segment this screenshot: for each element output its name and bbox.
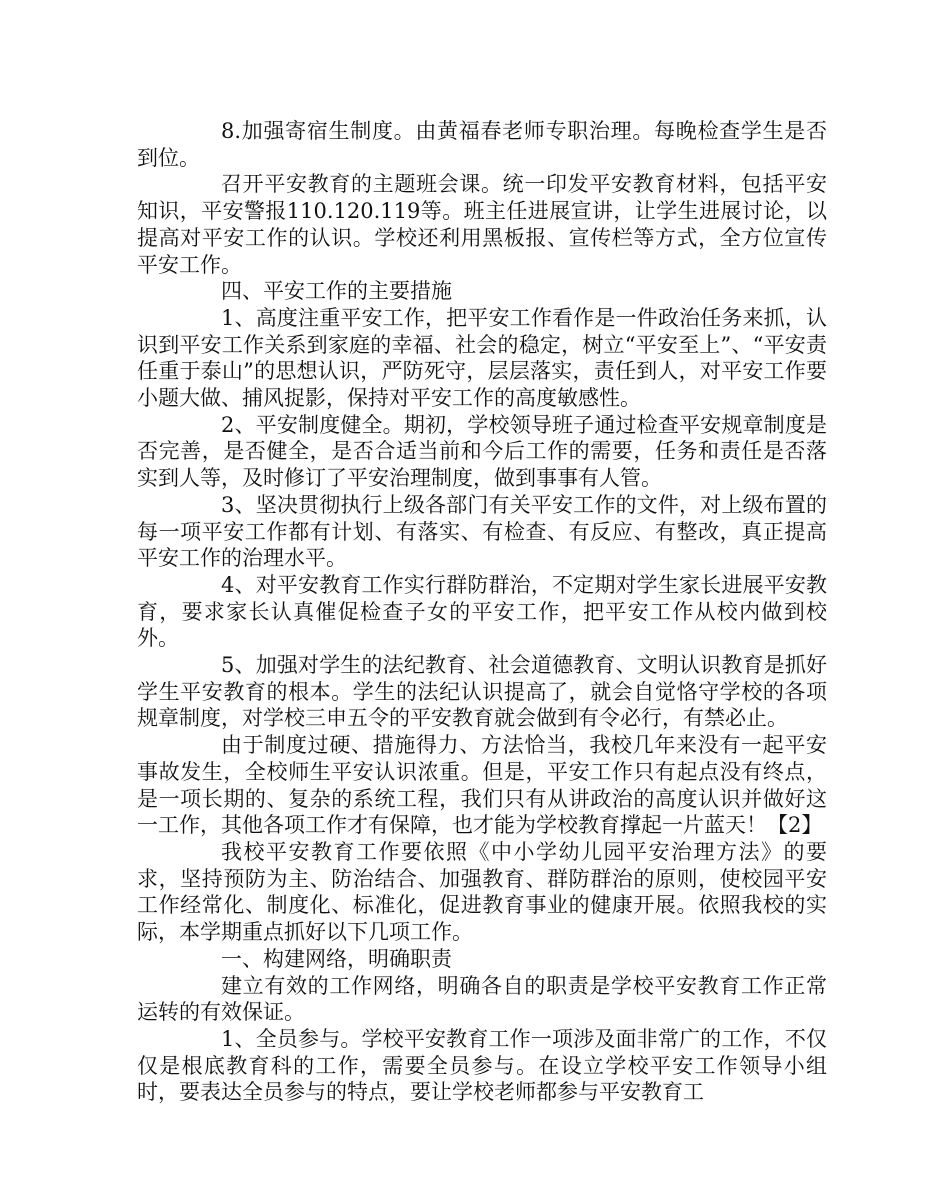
paragraph-measure-2: 2、平安制度健全。期初，学校领导班子通过检查平安规章制度是否完善，是否健全，是否合适当前和今后工作的需要，任务和责任是否落实到人等，及时修订了平安治理制度，做到事事有人管。 bbox=[137, 412, 827, 491]
section-heading-main-measures: 四、平安工作的主要措施 bbox=[221, 279, 452, 304]
paragraph-measure-4: 4、对平安教育工作实行群防群治，不定期对学生家长进展平安教育，要求家长认真催促检查子女的平安工作，把平安工作从校内做到校外。 bbox=[137, 572, 827, 651]
paragraph-full-participation: 1、全员参与。学校平安教育工作一项涉及面非常广的工作，不仅仅是根底教育科的工作，需要全员参与。在设立学校平安工作领导小组时，要表达全员参与的特点，要让学校老师都参与平安教育工 bbox=[137, 1026, 827, 1105]
paragraph-work-plan-intro: 我校平安教育工作要依照《中小学幼儿园平安治理方法》的要求，坚持预防为主、防治结合、加强教育、群防群治的原则，使校园平安工作经常化、制度化、标准化，促进教育事业的健康开展。依照我校的实际，本学期重点抓好以下几项工作。 bbox=[137, 839, 827, 945]
document-page bbox=[137, 118, 827, 1106]
paragraph-measure-3: 3、坚决贯彻执行上级各部门有关平安工作的文件，对上级布置的每一项平安工作都有计划、有落实、有检查、有反应、有整改，真正提高平安工作的治理水平。 bbox=[137, 492, 827, 571]
paragraph-network-intro: 建立有效的工作网络，明确各自的职责是学校平安教育工作正常运转的有效保证。 bbox=[137, 973, 827, 1025]
paragraph-measure-1: 1、高度注重平安工作，把平安工作看作是一件政治任务来抓，认识到平安工作关系到家庭的幸福、社会的稳定，树立“平安至上”、“平安责任重于泰山”的思想认识，严防死守，层层落实，责任到人，对平安工作要小题大做、捕风捉影，保持对平安工作的高度敏感性。 bbox=[137, 305, 827, 411]
paragraph-conclusion: 由于制度过硬、措施得力、方法恰当，我校几年来没有一起平安事故发生，全校师生平安认识浓重。但是，平安工作只有起点没有终点，是一项长期的、复杂的系统工程，我们只有从讲政治的高度认识并做好这一工作，其他各项工作才有保障，也才能为学校教育撑起一片蓝天！【2】 bbox=[137, 733, 827, 838]
paragraph-boarding-system: 8.加强寄宿生制度。由黄福春老师专职治理。每晚检查学生是否到位。 bbox=[137, 119, 827, 170]
paragraph-class-meeting: 召开平安教育的主题班会课。统一印发平安教育材料，包括平安知识，平安警报110.120.119等。班主任进展宣讲，让学生进展讨论，以提高对平安工作的认识。学校还利用黑板报、宣传栏等方式，全方位宣传平安工作。 bbox=[137, 172, 827, 277]
section-heading-build-network: 一、构建网络，明确职责 bbox=[221, 946, 452, 971]
paragraph-measure-5: 5、加强对学生的法纪教育、社会道德教育、文明认识教育是抓好学生平安教育的根本。学生的法纪认识提高了，就会自觉恪守学校的各项规章制度，对学校三申五令的平安教育就会做到有令必行，有禁必止。 bbox=[137, 653, 827, 731]
